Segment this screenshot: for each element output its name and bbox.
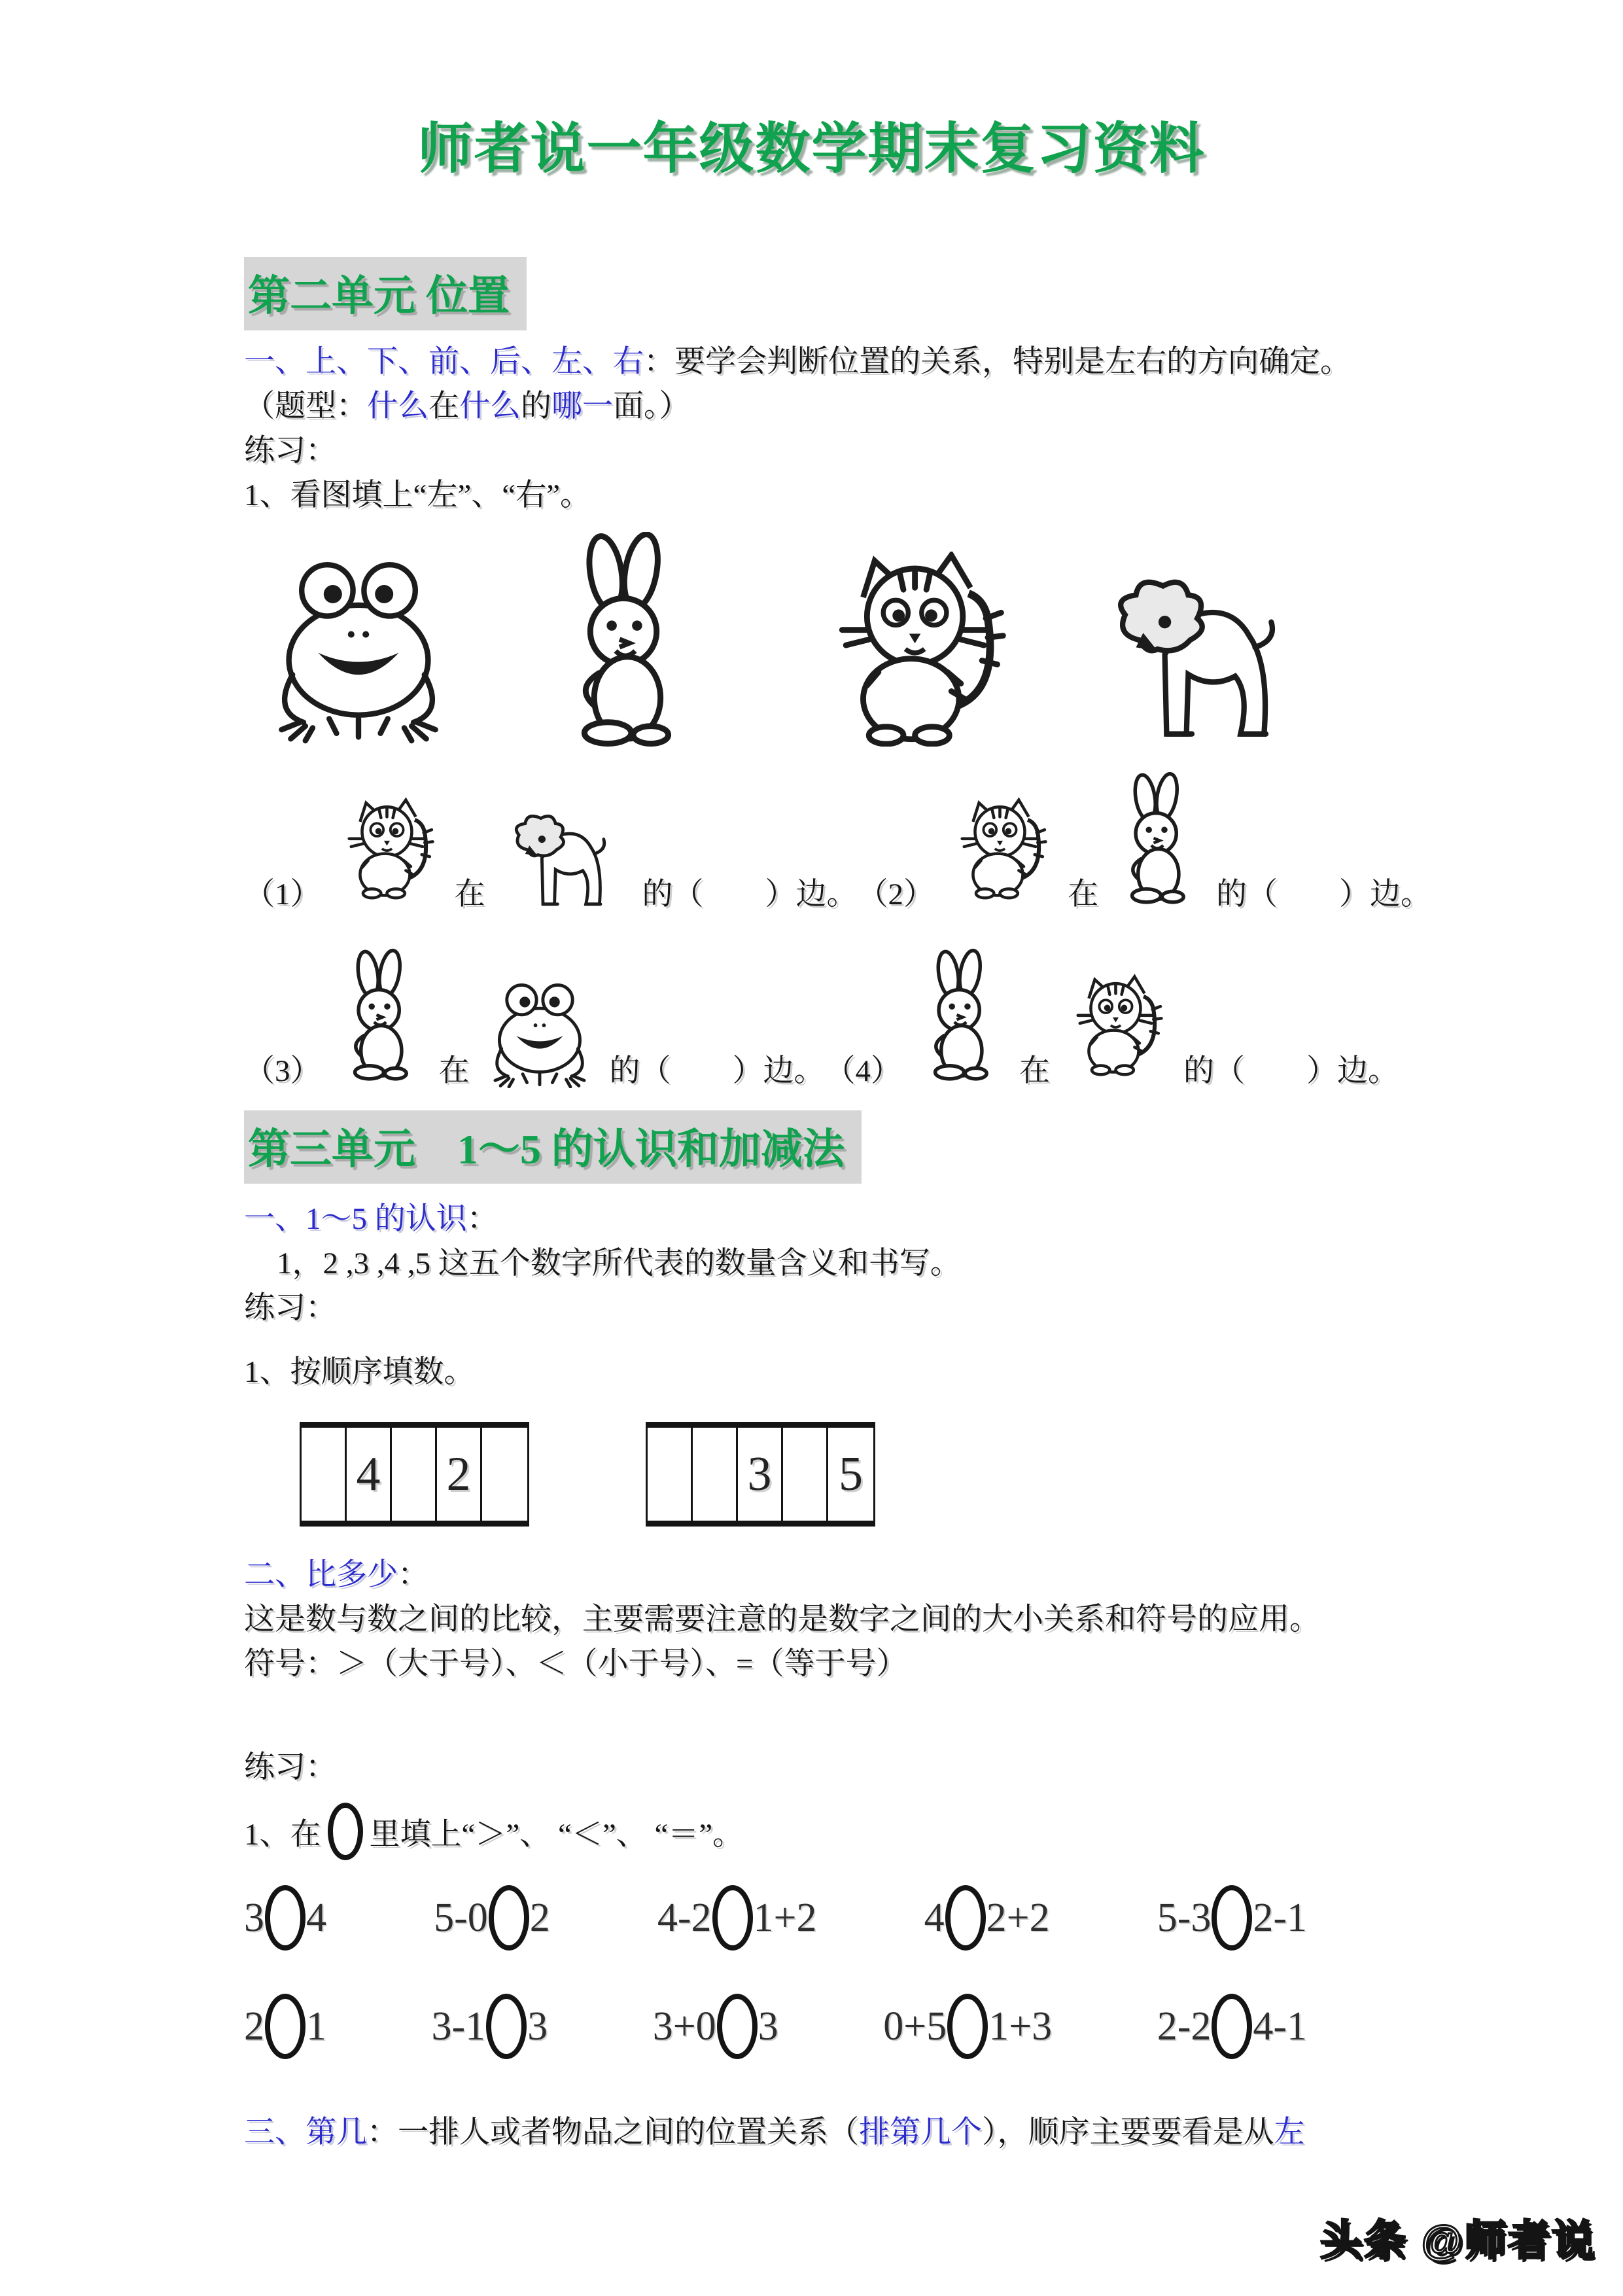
compare-item — [883, 1994, 1052, 2059]
left-operand: 5-3 — [1157, 1895, 1212, 1940]
left-operand: 5-0 — [434, 1895, 488, 1940]
dog-icon — [502, 812, 625, 911]
page-title: 师者说一年级数学期末复习资料 — [417, 119, 1206, 180]
sequence-cell — [482, 1428, 527, 1521]
right-operand: 2+2 — [986, 1895, 1050, 1940]
sec3-seg: ），顺序主要要看是从 — [982, 2115, 1274, 2149]
hint-seg: 的 — [521, 389, 551, 423]
question1-title: 1、看图填上“左”、“右”。 — [244, 478, 591, 512]
sec3-seg: ：一排人或者物品之间的位置关系（ — [367, 2115, 859, 2149]
sequence-cell: 2 — [437, 1428, 482, 1521]
sequence-cell — [783, 1428, 828, 1521]
hint-seg: 在 — [428, 389, 459, 423]
left-operand: 3-1 — [431, 2004, 486, 2049]
answer-circle — [945, 1885, 986, 1951]
question-number: （3） — [244, 1054, 321, 1088]
sequence-cell — [648, 1428, 693, 1521]
hint-seg: 面。） — [613, 389, 690, 423]
sec3-seg: 排第几个 — [859, 2115, 982, 2149]
hint-seg: 什么 — [367, 389, 428, 423]
compare-instruction — [244, 1803, 1386, 1860]
sequence-cell — [693, 1428, 738, 1521]
position-question-4 — [825, 942, 1399, 1091]
answer-circle — [1212, 1885, 1252, 1951]
left-operand: 4-2 — [657, 1895, 712, 1940]
unit3-section1-title — [244, 1197, 1386, 1241]
hint-seg: （题型： — [244, 389, 367, 423]
answer-blank: 的（ ）边。 — [1183, 1054, 1399, 1088]
cat-icon — [821, 552, 1013, 747]
position-question-2 — [858, 765, 1432, 914]
answer-blank: 的（ ）边。 — [1216, 877, 1431, 911]
right-operand: 2 — [529, 1895, 550, 1940]
position-question-1 — [244, 786, 858, 914]
question-word: 在 — [1019, 1054, 1050, 1088]
rabbit-icon — [1115, 765, 1199, 911]
symbols-line: 符号：＞（大于号）、＜（小于号）、=（等于号） — [244, 1647, 907, 1681]
left-operand: 3+0 — [652, 2004, 716, 2049]
unit2-intro-paragraph — [244, 340, 1386, 384]
answer-circle — [328, 1803, 363, 1860]
unit2-header: 第二单元 位置 — [244, 257, 527, 330]
right-operand: 3 — [758, 2004, 778, 2049]
question-word: 在 — [1068, 877, 1098, 911]
left-operand: 3 — [244, 1895, 264, 1940]
watermark: 头条 @师者说 — [1319, 2217, 1596, 2264]
frog-icon — [487, 980, 593, 1088]
question-word: 在 — [438, 1054, 470, 1088]
left-operand: 4 — [924, 1895, 945, 1940]
right-operand: 4-1 — [1253, 2004, 1307, 2049]
cat-icon — [1067, 963, 1166, 1088]
animals-row — [244, 531, 1386, 747]
right-operand: 1+3 — [988, 2004, 1053, 2049]
content-column — [244, 184, 1431, 2155]
answer-circle — [486, 1994, 527, 2059]
section-title-colon: ： — [466, 1202, 498, 1236]
left-operand: 2-2 — [1157, 2004, 1212, 2049]
question-number: （4） — [824, 1054, 901, 1088]
compare-row-2 — [244, 1994, 1307, 2059]
sequence-cell: 3 — [738, 1428, 783, 1521]
sequence-cell: 5 — [839, 1447, 863, 1501]
unit3-section2-body: 这是数与数之间的比较，主要需要注意的是数字之间的大小关系和符号的应用。 — [244, 1602, 1320, 1636]
frog-icon — [267, 552, 450, 747]
left-operand: 2 — [244, 2004, 264, 2049]
section-title-text: 一、1～5 的认识 — [244, 1202, 467, 1236]
rabbit-icon — [338, 942, 422, 1088]
position-question-row-2 — [244, 942, 1399, 1091]
question-word: 在 — [454, 877, 485, 911]
position-question-3 — [244, 942, 825, 1091]
right-operand: 2-1 — [1253, 1895, 1307, 1940]
number-sequence-row — [244, 1422, 1386, 1527]
answer-blank: 的（ ）边。 — [609, 1054, 825, 1088]
practice-label: 练习： — [244, 434, 336, 468]
position-question-row-1 — [244, 765, 1431, 914]
cat-icon — [338, 786, 438, 911]
compare-item — [432, 1994, 548, 2059]
question-number: （1） — [244, 877, 321, 911]
compare-item — [653, 1994, 778, 2059]
answer-circle — [947, 1994, 988, 2059]
right-operand: 1+2 — [753, 1895, 817, 1940]
unit3-section3-paragraph — [244, 2110, 1386, 2155]
cat-icon — [951, 786, 1051, 911]
number-sequence-box-1 — [300, 1422, 529, 1527]
right-operand: 1 — [306, 2004, 326, 2049]
compare-item — [434, 1885, 550, 1951]
practice-label: 练习： — [244, 1750, 336, 1784]
section-title-colon: ： — [398, 1558, 428, 1592]
instruction-pre: 1、在 — [244, 1818, 321, 1852]
sequence-cell — [392, 1428, 437, 1521]
section-title-text: 二、比多少 — [244, 1558, 398, 1592]
answer-circle — [489, 1885, 529, 1951]
right-operand: 4 — [306, 1895, 326, 1940]
compare-item — [657, 1885, 817, 1951]
compare-row-1 — [244, 1885, 1307, 1951]
number-sequence-box-2 — [646, 1422, 875, 1527]
dog-icon — [1100, 575, 1306, 747]
answer-circle — [717, 1994, 758, 2059]
answer-circle — [1212, 1994, 1252, 2059]
question-number: （2） — [857, 877, 934, 911]
unit2-intro-text: ：要学会判断位置的关系，特别是左右的方向确定。 — [644, 345, 1351, 379]
unit2-hint-paragraph — [244, 384, 1386, 429]
compare-item — [244, 1994, 326, 2059]
answer-circle — [265, 1885, 305, 1951]
compare-item — [1157, 1885, 1307, 1951]
sequence-cell: 4 — [347, 1428, 392, 1521]
hint-seg: 什么 — [459, 389, 521, 423]
unit2-intro-keywords: 一、上、下、前、后、左、右 — [244, 345, 644, 379]
unit3-section1-body: 1，2 ,3 ,4 ,5 这五个数字所代表的数量含义和书写。 — [277, 1246, 961, 1280]
instruction-post: 里填上“＞”、 “＜”、 “＝”。 — [369, 1818, 744, 1852]
hint-seg: 哪一 — [551, 389, 613, 423]
sequence-cell — [302, 1428, 347, 1521]
sec3-seg: 三、第几 — [244, 2115, 367, 2149]
unit3-header: 第三单元 1～5 的认识和加减法 — [244, 1110, 862, 1184]
unit3-section2-title — [244, 1553, 1386, 1597]
compare-item — [924, 1885, 1050, 1951]
compare-item — [1157, 1994, 1307, 2059]
right-operand: 3 — [527, 2004, 548, 2049]
rabbit-icon — [556, 532, 695, 747]
answer-circle — [265, 1994, 305, 2059]
practice-label: 练习： — [244, 1291, 336, 1325]
rabbit-icon — [918, 942, 1002, 1088]
answer-blank: 的（ ）边。 — [642, 877, 858, 911]
sec3-seg: 左 — [1274, 2115, 1305, 2149]
left-operand: 0+5 — [883, 2004, 947, 2049]
fill-sequence-title: 1、按顺序填数。 — [244, 1355, 475, 1389]
answer-circle — [712, 1885, 753, 1951]
compare-item — [244, 1885, 326, 1951]
